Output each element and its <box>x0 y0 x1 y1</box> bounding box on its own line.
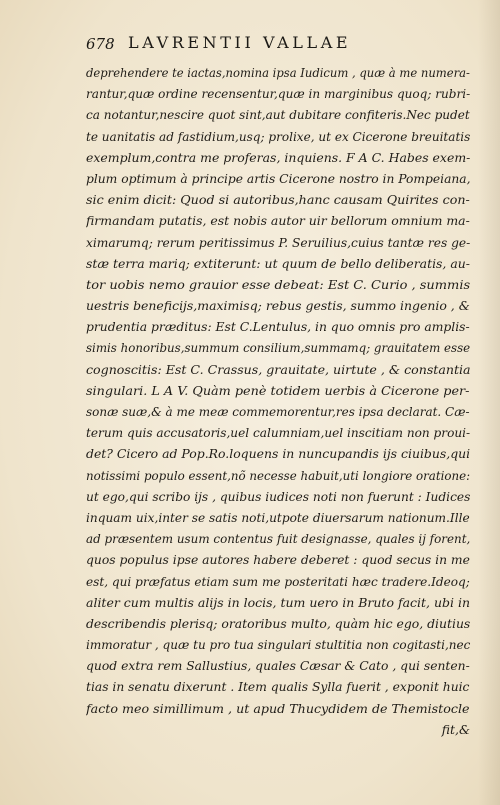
text-line: prudentia præditus: Est C.Lentulus, in quo omnis pro amplis- <box>86 319 470 335</box>
text-line: simis honoribus,summum consilium,summamq; grauitatem esse <box>86 340 471 356</box>
text-line: stæ terra mariq; extiterunt: ut quum de bello deliberatis, au- <box>86 255 470 271</box>
text-line: quos populus ipse autores habere deberet : quod secus in me <box>86 552 470 568</box>
text-line: exemplum,contra me proferas, inquiens. F A C. Habes exem- <box>86 149 470 165</box>
text-line: sic enim dicit: Quod si autoribus,hanc causam Quirites con- <box>86 192 470 208</box>
text-line: tias in senatu dixerunt . Item qualis Sylla fuerit , exponit huic <box>86 679 470 695</box>
page-edge-shadow <box>478 0 500 805</box>
text-line: deprehendere te iactas,nomina ipsa Iudicum , quæ à me numera- <box>86 65 470 80</box>
text-line: ca notantur,nescire quot sint,aut dubitare confiteris.Nec pudet <box>86 107 470 123</box>
page-number: 678 <box>86 35 115 53</box>
text-line: ximarumq; rerum peritissimus P. Seruilius,cuius tantæ res ge- <box>86 234 471 250</box>
text-line: terum quis accusatoris,uel calumniam,uel inscitiam non proui- <box>86 425 470 441</box>
text-line: notissimi populo essent,nõ necesse habuit,uti longiore oratione: <box>86 467 470 483</box>
text-line: det? Cicero ad Pop.Ro.loquens in nuncupandis ijs ciuibus,qui <box>86 446 471 462</box>
text-line: aliter cum multis alijs in locis, tum uero in Bruto facit, ubi in <box>86 594 471 610</box>
text-line: fit,& <box>441 721 470 737</box>
text-line: tor uobis nemo grauior esse debeat: Est C. Curio , summis <box>86 276 470 292</box>
running-head: LAVRENTII VALLAE <box>128 33 352 52</box>
text-line: firmandam putatis, est nobis autor uir bellorum omnium ma- <box>86 213 470 229</box>
text-line: te uanitatis ad fastidium,usq; prolixe, ut ex Cicerone breuitatis <box>86 128 470 144</box>
text-line: quod extra rem Sallustius, quales Cæsar & Cato , qui senten- <box>86 658 470 674</box>
page-header <box>86 33 466 55</box>
text-line: rantur,quæ ordine recensentur,quæ in marginibus quoq; rubri- <box>86 86 470 102</box>
body-text <box>86 62 470 740</box>
text-line: est, qui præfatus etiam sum me posteritati hæc tradere.Ideoq; <box>86 573 470 589</box>
text-line: singulari. L A V. Quàm penè totidem uerbis à Cicerone per- <box>86 382 470 398</box>
text-line: ad præsentem usum contentus fuit designasse, quales ij forent, <box>86 531 470 547</box>
text-line: facto meo simillimum , ut apud Thucydidem de Themistocle <box>86 700 470 716</box>
text-line: immoratur , quæ tu pro tua singulari stultitia non cogitasti,nec <box>86 637 471 653</box>
text-line: inquam uix,inter se satis noti,utpote diuersarum nationum.Ille <box>86 509 470 525</box>
text-line: cognoscitis: Est C. Crassus, grauitate, uirtute , & constantia <box>86 361 471 377</box>
text-line: ut ego,qui scribo ijs , quibus iudices noti non fuerunt : Iudices <box>86 488 471 504</box>
text-line: uestris beneficijs,maximisq; rebus gestis, summo ingenio , & <box>86 298 470 314</box>
text-line: describendis plerisq; oratoribus multo, quàm hic ego, diutius <box>86 615 470 631</box>
text-line: plum optimum à principe artis Cicerone nostro in Pompeiana, <box>86 170 471 186</box>
text-line: sonæ suæ,& à me meæ commemorentur,res ipsa declarat. Cæ- <box>86 404 470 419</box>
